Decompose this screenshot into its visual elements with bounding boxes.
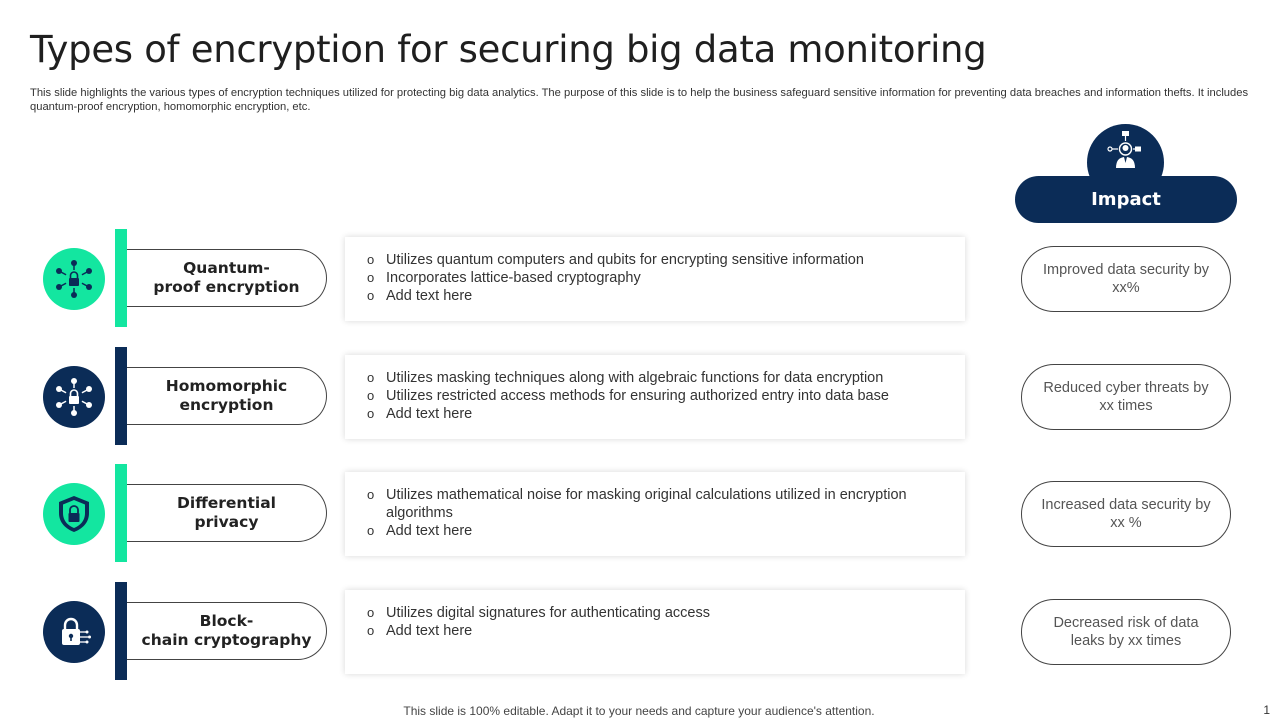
encryption-type-label: Block- chain cryptography <box>127 602 327 660</box>
encryption-row <box>0 347 1280 445</box>
bullet-item: o Add text here <box>367 287 945 305</box>
impact-pill: Decreased risk of data leaks by xx times <box>1021 599 1231 665</box>
bullet-item: o Utilizes masking techniques along with algebraic functions for data encryption <box>367 369 945 387</box>
page-number: 1 <box>1263 703 1270 717</box>
encryption-row <box>0 582 1280 680</box>
circuit-lock-icon <box>43 601 105 663</box>
bullet-item: o Utilizes mathematical noise for masking original calculations utilized in encryption algorithms <box>367 486 945 522</box>
shield-lock-icon <box>43 483 105 545</box>
impact-header: Impact <box>1015 176 1237 223</box>
network-lock-icon <box>43 248 105 310</box>
slide-description: This slide highlights the various types of encryption techniques utilized for protecting big data analytics. The purpose of this slide is to help the business safeguard sensitive information for preventing data breaches and information thefts. It includes quantum-proof encryption, homomorphic encryption, etc. <box>30 87 1249 113</box>
bullet-item: o Add text here <box>367 622 945 640</box>
impact-pill: Reduced cyber threats by xx times <box>1021 364 1231 430</box>
page-title: Types of encryption for securing big data monitoring <box>30 28 987 71</box>
bullet-item: o Utilizes quantum computers and qubits for encrypting sensitive information <box>367 251 945 269</box>
bullet-item: o Incorporates lattice-based cryptography <box>367 269 945 287</box>
accent-bar <box>115 582 127 680</box>
bullet-item: o Utilizes digital signatures for authenticating access <box>367 604 945 622</box>
accent-bar <box>115 464 127 562</box>
encryption-row <box>0 229 1280 327</box>
description-box <box>345 237 965 321</box>
bullet-item: o Utilizes restricted access methods for ensuring authorized entry into data base <box>367 387 945 405</box>
description-box <box>345 355 965 439</box>
bullet-item: o Add text here <box>367 522 945 540</box>
impact-pill: Increased data security by xx % <box>1021 481 1231 547</box>
description-box <box>345 472 965 556</box>
encryption-type-label: Homomorphic encryption <box>127 367 327 425</box>
encryption-type-label: Differential privacy <box>127 484 327 542</box>
network-lock-icon <box>43 366 105 428</box>
encryption-type-label: Quantum- proof encryption <box>127 249 327 307</box>
accent-bar <box>115 347 127 445</box>
impact-pill: Improved data security by xx% <box>1021 246 1231 312</box>
accent-bar <box>115 229 127 327</box>
footer-note: This slide is 100% editable. Adapt it to your needs and capture your audience's attention. <box>403 704 875 718</box>
description-box <box>345 590 965 674</box>
encryption-row <box>0 464 1280 562</box>
bullet-item: o Add text here <box>367 405 945 423</box>
